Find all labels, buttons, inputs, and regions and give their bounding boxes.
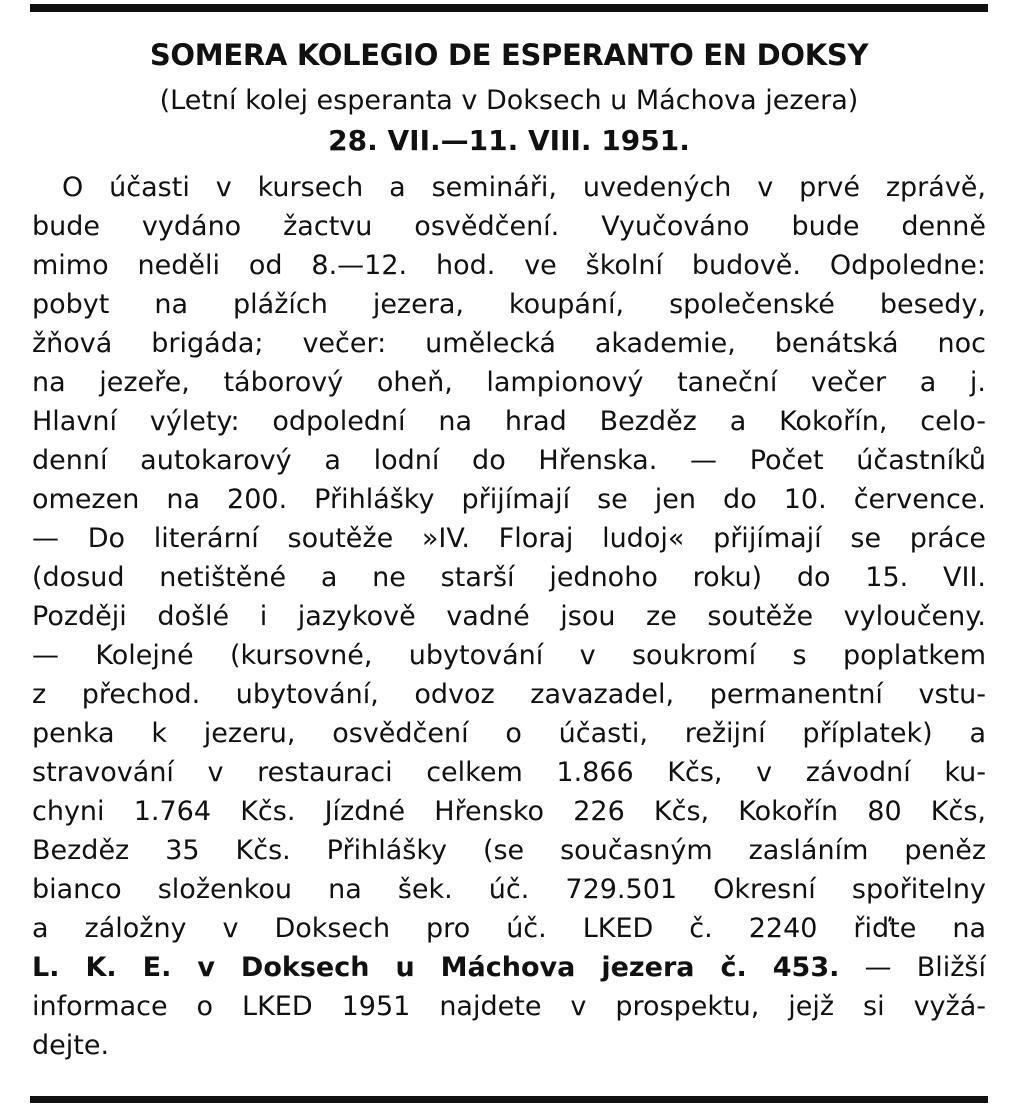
address-rest: — Bližší	[839, 952, 986, 983]
body-line: z přechod. ubytování, odvoz zavazadel, permanentní vstu-	[32, 679, 986, 710]
body-line: chyni 1.764 Kčs. Jízdné Hřensko 226 Kčs, Kokořín 80 Kčs,	[32, 796, 986, 827]
body-line: mimo neděli od 8.—12. hod. ve školní budově. Odpoledne:	[32, 250, 986, 281]
body-line: denní autokarový a lodní do Hřenska. — Počet účastníků	[32, 445, 986, 476]
body-line: Hlavní výlety: odpolední na hrad Bezděz a Kokořín, celo-	[32, 406, 986, 437]
body-line: — Kolejné (kursovné, ubytování v soukromí s poplatkem	[32, 640, 986, 671]
address-bold: L. K. E. v Doksech u Máchova jezera č. 453.	[32, 952, 840, 983]
bottom-rule	[30, 1096, 988, 1103]
address-line	[32, 948, 986, 987]
body-line: O účasti v kursech a semináři, uvedených v prvé zprávě,	[62, 172, 986, 203]
article-title: SOMERA KOLEGIO DE ESPERANTO EN DOKSY	[149, 38, 869, 72]
body-line: stravování v restauraci celkem 1.866 Kčs, v závodní ku-	[32, 757, 986, 788]
body-line: bude vydáno žactvu osvědčení. Vyučováno bude denně	[32, 211, 986, 242]
article-dates: 28. VII.—11. VIII. 1951.	[328, 124, 690, 157]
body-line: (dosud netištěné a ne starší jednoho roku) do 15. VII.	[32, 562, 986, 593]
body-line: bianco složenkou na šek. úč. 729.501 Okresní spořitelny	[32, 874, 986, 905]
closing-line: informace o LKED 1951 najdete v prospektu, jejž si vyžá-	[32, 991, 986, 1022]
final-line: dejte.	[32, 1030, 110, 1061]
top-rule	[30, 4, 988, 12]
body-line: Později došlé i jazykově vadné jsou ze soutěže vyloučeny.	[32, 601, 986, 632]
body-line: Bezděz 35 Kčs. Přihlášky (se současným zasláním peněz	[32, 835, 986, 866]
body-line: na jezeře, táborový oheň, lampionový taneční večer a j.	[32, 367, 986, 398]
article-subtitle: (Letní kolej esperanta v Doksech u Máchova jezera)	[159, 85, 859, 116]
body-line: penka k jezeru, osvědčení o účasti, režijní příplatek) a	[32, 718, 986, 749]
body-line: — Do literární soutěže »IV. Floraj ludoj« přijímají se práce	[32, 523, 986, 554]
body-line: omezen na 200. Přihlášky přijímají se jen do 10. července.	[32, 484, 986, 515]
body-line: pobyt na plážích jezera, koupání, společenské besedy,	[32, 289, 986, 320]
body-line: a záložny v Doksech pro úč. LKED č. 2240 řiďte na	[32, 913, 986, 944]
article-body	[32, 168, 986, 1065]
body-line: žňová brigáda; večer: umělecká akademie, benátská noc	[32, 328, 986, 359]
